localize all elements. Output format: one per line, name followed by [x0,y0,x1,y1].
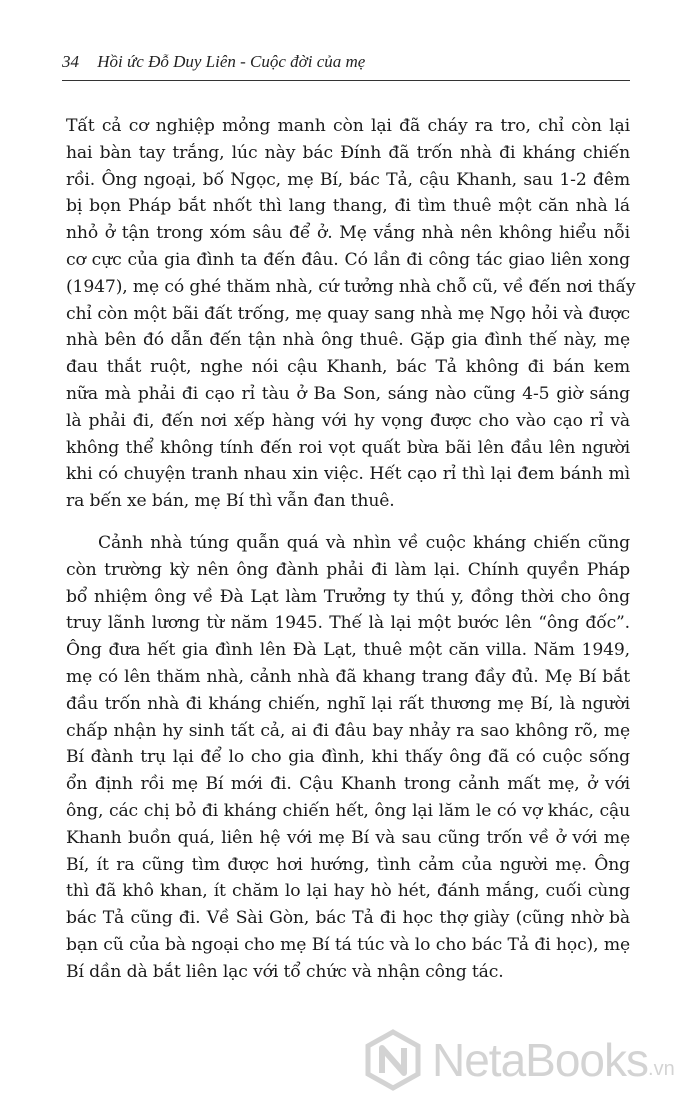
text-line: thì đã khô khan, ít chăm lo lại hay hò hét, đánh mắng, cuối cùng [66,881,630,902]
text-line: nhà bên đó dẫn đến tận nhà ông thuê. Gặp gia đình thế này, mẹ [66,330,630,351]
text-line: ông, các chị bỏ đi kháng chiến hết, ông lại lăm le có vợ khác, cậu [66,800,630,821]
text-line: truy lãnh lương từ năm 1945. Thế là lại một bước lên “ông đốc”. [66,613,630,634]
text-line: nhỏ ở tận trong xóm sâu để ở. Mẹ vắng nhà nên không hiểu nỗi [66,223,630,244]
running-header [62,52,632,72]
watermark-tld: .vn [648,1057,675,1080]
text-line: Bí dần dà bắt liên lạc với tổ chức và nhận công tác. [66,961,504,982]
text-line: là phải đi, đến nơi xếp hàng với hy vọng được cho vào cạo rỉ và [66,410,630,431]
text-line: ra bến xe bán, mẹ Bí thì vẫn đan thuê. [66,491,395,512]
text-line: không thể không tính đến roi vọt quất bừa bãi lên đầu lên người [66,437,630,458]
header-rule [62,80,630,81]
text-line: bác Tả cũng đi. Về Sài Gòn, bác Tả đi học thợ giày (cũng nhờ bà [66,908,630,929]
text-line: bị bọn Pháp bắt nhốt thì lang thang, đi tìm thuê một căn nhà lá [66,196,630,217]
text-line: ổn định rồi mẹ Bí mới đi. Cậu Khanh trong cảnh mất mẹ, ở với [66,774,630,795]
text-line: khi có chuyện tranh nhau xin việc. Hết cạo rỉ thì lại đem bánh mì [66,464,630,485]
text-line: bạn cũ của bà ngoại cho mẹ Bí tá túc và lo cho bác Tả đi học), mẹ [66,934,630,955]
text-line: đau thắt ruột, nghe nói cậu Khanh, bác Tả không đi bán kem [66,357,630,378]
text-line: (1947), mẹ có ghé thăm nhà, cứ tưởng nhà chỗ cũ, về đến nơi thấy [66,276,636,297]
text-line: Bí đành trụ lại để lo cho gia đình, khi thấy ông đã có cuộc sống [66,747,630,768]
text-line: mẹ có lên thăm nhà, cảnh nhà đã khang trang đầy đủ. Mẹ Bí bắt [66,666,630,687]
text-line: Cảnh nhà túng quẫn quá và nhìn về cuộc kháng chiến cũng [98,532,630,553]
page-body [66,113,636,986]
text-line: Khanh buồn quá, liên hệ với mẹ Bí và sau cũng trốn về ở với mẹ [66,827,630,848]
page-number: 34 [62,52,79,71]
text-line: bổ nhiệm ông về Đà Lạt làm Trưởng ty thú y, đồng thời cho ông [66,586,630,607]
text-line: nữa mà phải đi cạo rỉ tàu ở Ba Son, sáng nào cũng 4-5 giờ sáng [66,383,630,404]
text-line: còn trường kỳ nên ông đành phải đi làm lại. Chính quyền Pháp [66,559,630,580]
watermark [362,1020,692,1100]
text-line: chấp nhận hy sinh tất cả, ai đi đâu bay nhảy ra sao không rõ, mẹ [66,720,630,741]
paragraph [66,113,636,515]
running-title: Hồi ức Đỗ Duy Liên - Cuộc đời của mẹ [97,52,366,71]
text-line: Tất cả cơ nghiệp mỏng manh còn lại đã cháy ra tro, chỉ còn lại [66,116,630,136]
netabooks-logo-icon [362,1029,424,1091]
text-line: đầu trốn nhà đi kháng chiến, nghĩ lại rất thương mẹ Bí, là người [66,693,630,714]
text-line: Bí, ít ra cũng tìm được hơi hướng, tình cảm của người mẹ. Ông [66,854,630,875]
paragraph-gap [66,515,630,530]
watermark-text: NetaBooks [432,1034,649,1086]
text-line: rồi. Ông ngoại, bố Ngọc, mẹ Bí, bác Tả, cậu Khanh, sau 1-2 đêm [66,169,630,190]
paragraph [66,530,630,986]
text-line: hai bàn tay trắng, lúc này bác Đính đã trốn nhà đi kháng chiến [66,142,630,163]
text-line: chỉ còn một bãi đất trống, mẹ quay sang nhà mẹ Ngọ hỏi và được [66,303,630,324]
text-line: Ông đưa hết gia đình lên Đà Lạt, thuê một căn villa. Năm 1949, [66,640,630,661]
text-line: cơ cực của gia đình ta đến đâu. Có lần đi công tác giao liên xong [66,249,630,270]
